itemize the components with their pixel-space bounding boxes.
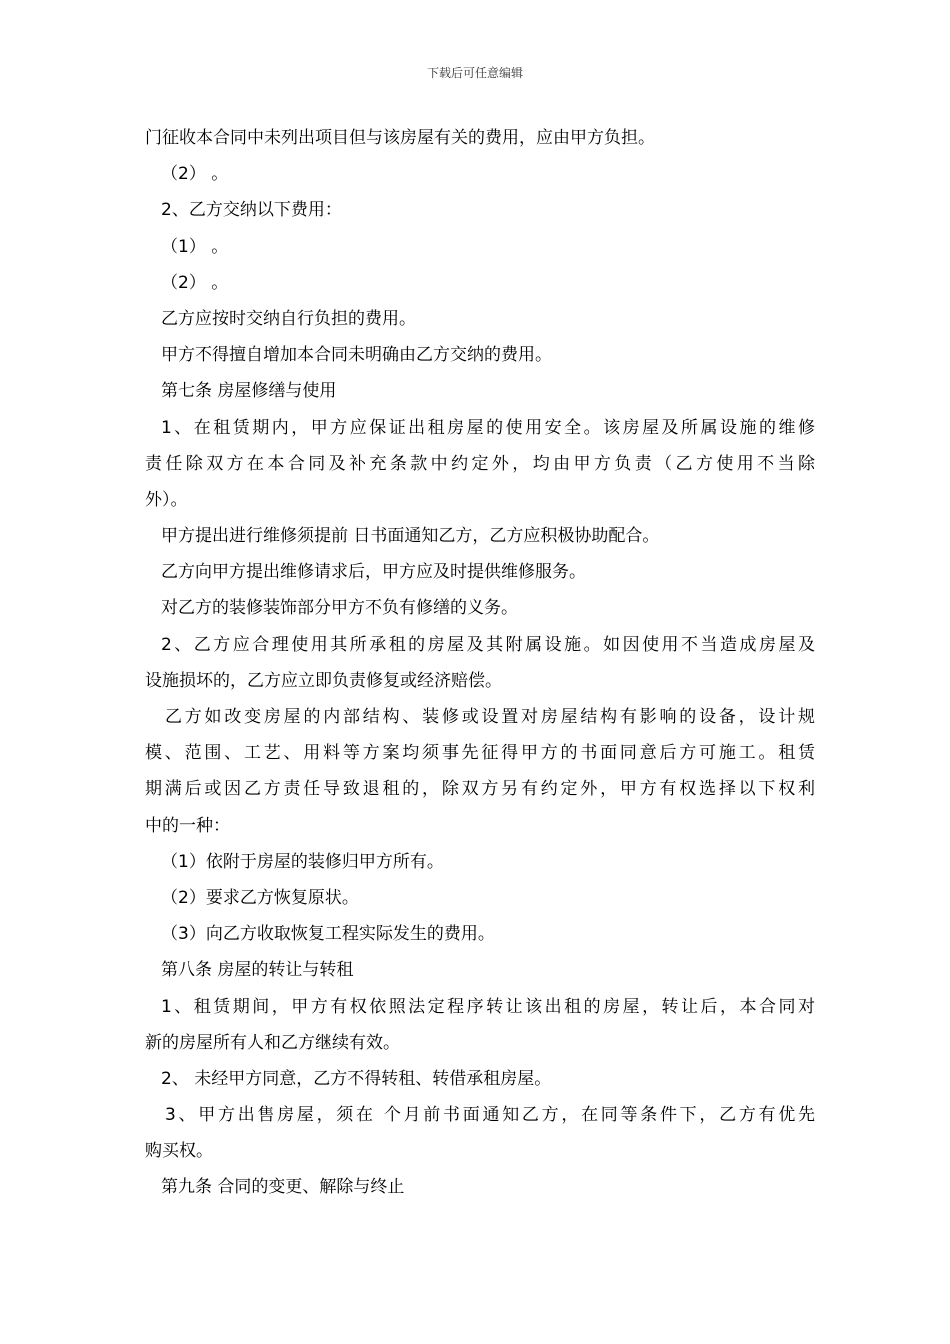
paragraph-line: 设施损坏的，乙方应立即负责修复或经济赔偿。 (145, 670, 502, 691)
paragraph-line: 购买权。 (145, 1141, 213, 1162)
paragraph-line: （2） 。 (161, 272, 229, 293)
section-heading: 第八条 房屋的转让与转租 (161, 960, 354, 981)
paragraph-line: 1、租赁期间，甲方有权依照法定程序转让该出租的房屋，转让后，本合同对 (161, 996, 815, 1017)
section-heading: 第九条 合同的变更、解除与终止 (161, 1177, 405, 1198)
paragraph-line: 外）。 (145, 489, 188, 510)
paragraph-line: （2） 。 (161, 164, 229, 185)
paragraph-line: 2、乙方应合理使用其所承租的房屋及其附属设施。如因使用不当造成房屋及 (161, 634, 815, 655)
paragraph-line: （2）要求乙方恢复原状。 (161, 887, 359, 908)
section-heading: 第七条 房屋修缮与使用 (161, 381, 337, 402)
paragraph-line: 2、 未经甲方同意，乙方不得转租、转借承租房屋。 (161, 1068, 552, 1089)
paragraph-line: 乙方向甲方提出维修请求后，甲方应及时提供维修服务。 (161, 562, 586, 583)
paragraph-line: （1） 。 (161, 236, 229, 257)
paragraph-line: 甲方提出进行维修须提前 日书面通知乙方，乙方应积极协助配合。 (161, 526, 660, 547)
paragraph-line: 门征收本合同中未列出项目但与该房屋有关的费用，应由甲方负担。 (145, 128, 655, 148)
paragraph-line: 新的房屋所有人和乙方继续有效。 (145, 1032, 400, 1053)
paragraph-line: 期满后或因乙方责任导致退租的，除双方另有约定外，甲方有权选择以下权利 (145, 779, 815, 800)
document-body (145, 120, 815, 1206)
paragraph-line: 3、甲方出售房屋，须在 个月前书面通知乙方，在同等条件下，乙方有优先 (165, 1105, 815, 1126)
paragraph-line: （1）依附于房屋的装修归甲方所有。 (161, 851, 444, 872)
paragraph-line: 模、范围、工艺、用料等方案均须事先征得甲方的书面同意后方可施工。租赁 (145, 743, 815, 764)
paragraph-line: 对乙方的装修装饰部分甲方不负有修缮的义务。 (161, 598, 518, 619)
paragraph-line: （3）向乙方收取恢复工程实际发生的费用。 (161, 924, 495, 945)
paragraph-line: 1、在租赁期内，甲方应保证出租房屋的使用安全。该房屋及所属设施的维修 (161, 417, 815, 438)
paragraph-line: 乙方如改变房屋的内部结构、装修或设置对房屋结构有影响的设备，设计规 (165, 707, 815, 727)
paragraph-line: 中的一种： (145, 815, 230, 836)
paragraph-line: 2、乙方交纳以下费用： (161, 200, 342, 221)
page-header: 下载后可任意编辑 (426, 66, 523, 80)
paragraph-line: 甲方不得擅自增加本合同未明确由乙方交纳的费用。 (161, 345, 552, 366)
paragraph-line: 责任除双方在本合同及补充条款中约定外，均由甲方负责（乙方使用不当除 (145, 453, 815, 474)
paragraph-line: 乙方应按时交纳自行负担的费用。 (161, 308, 416, 329)
